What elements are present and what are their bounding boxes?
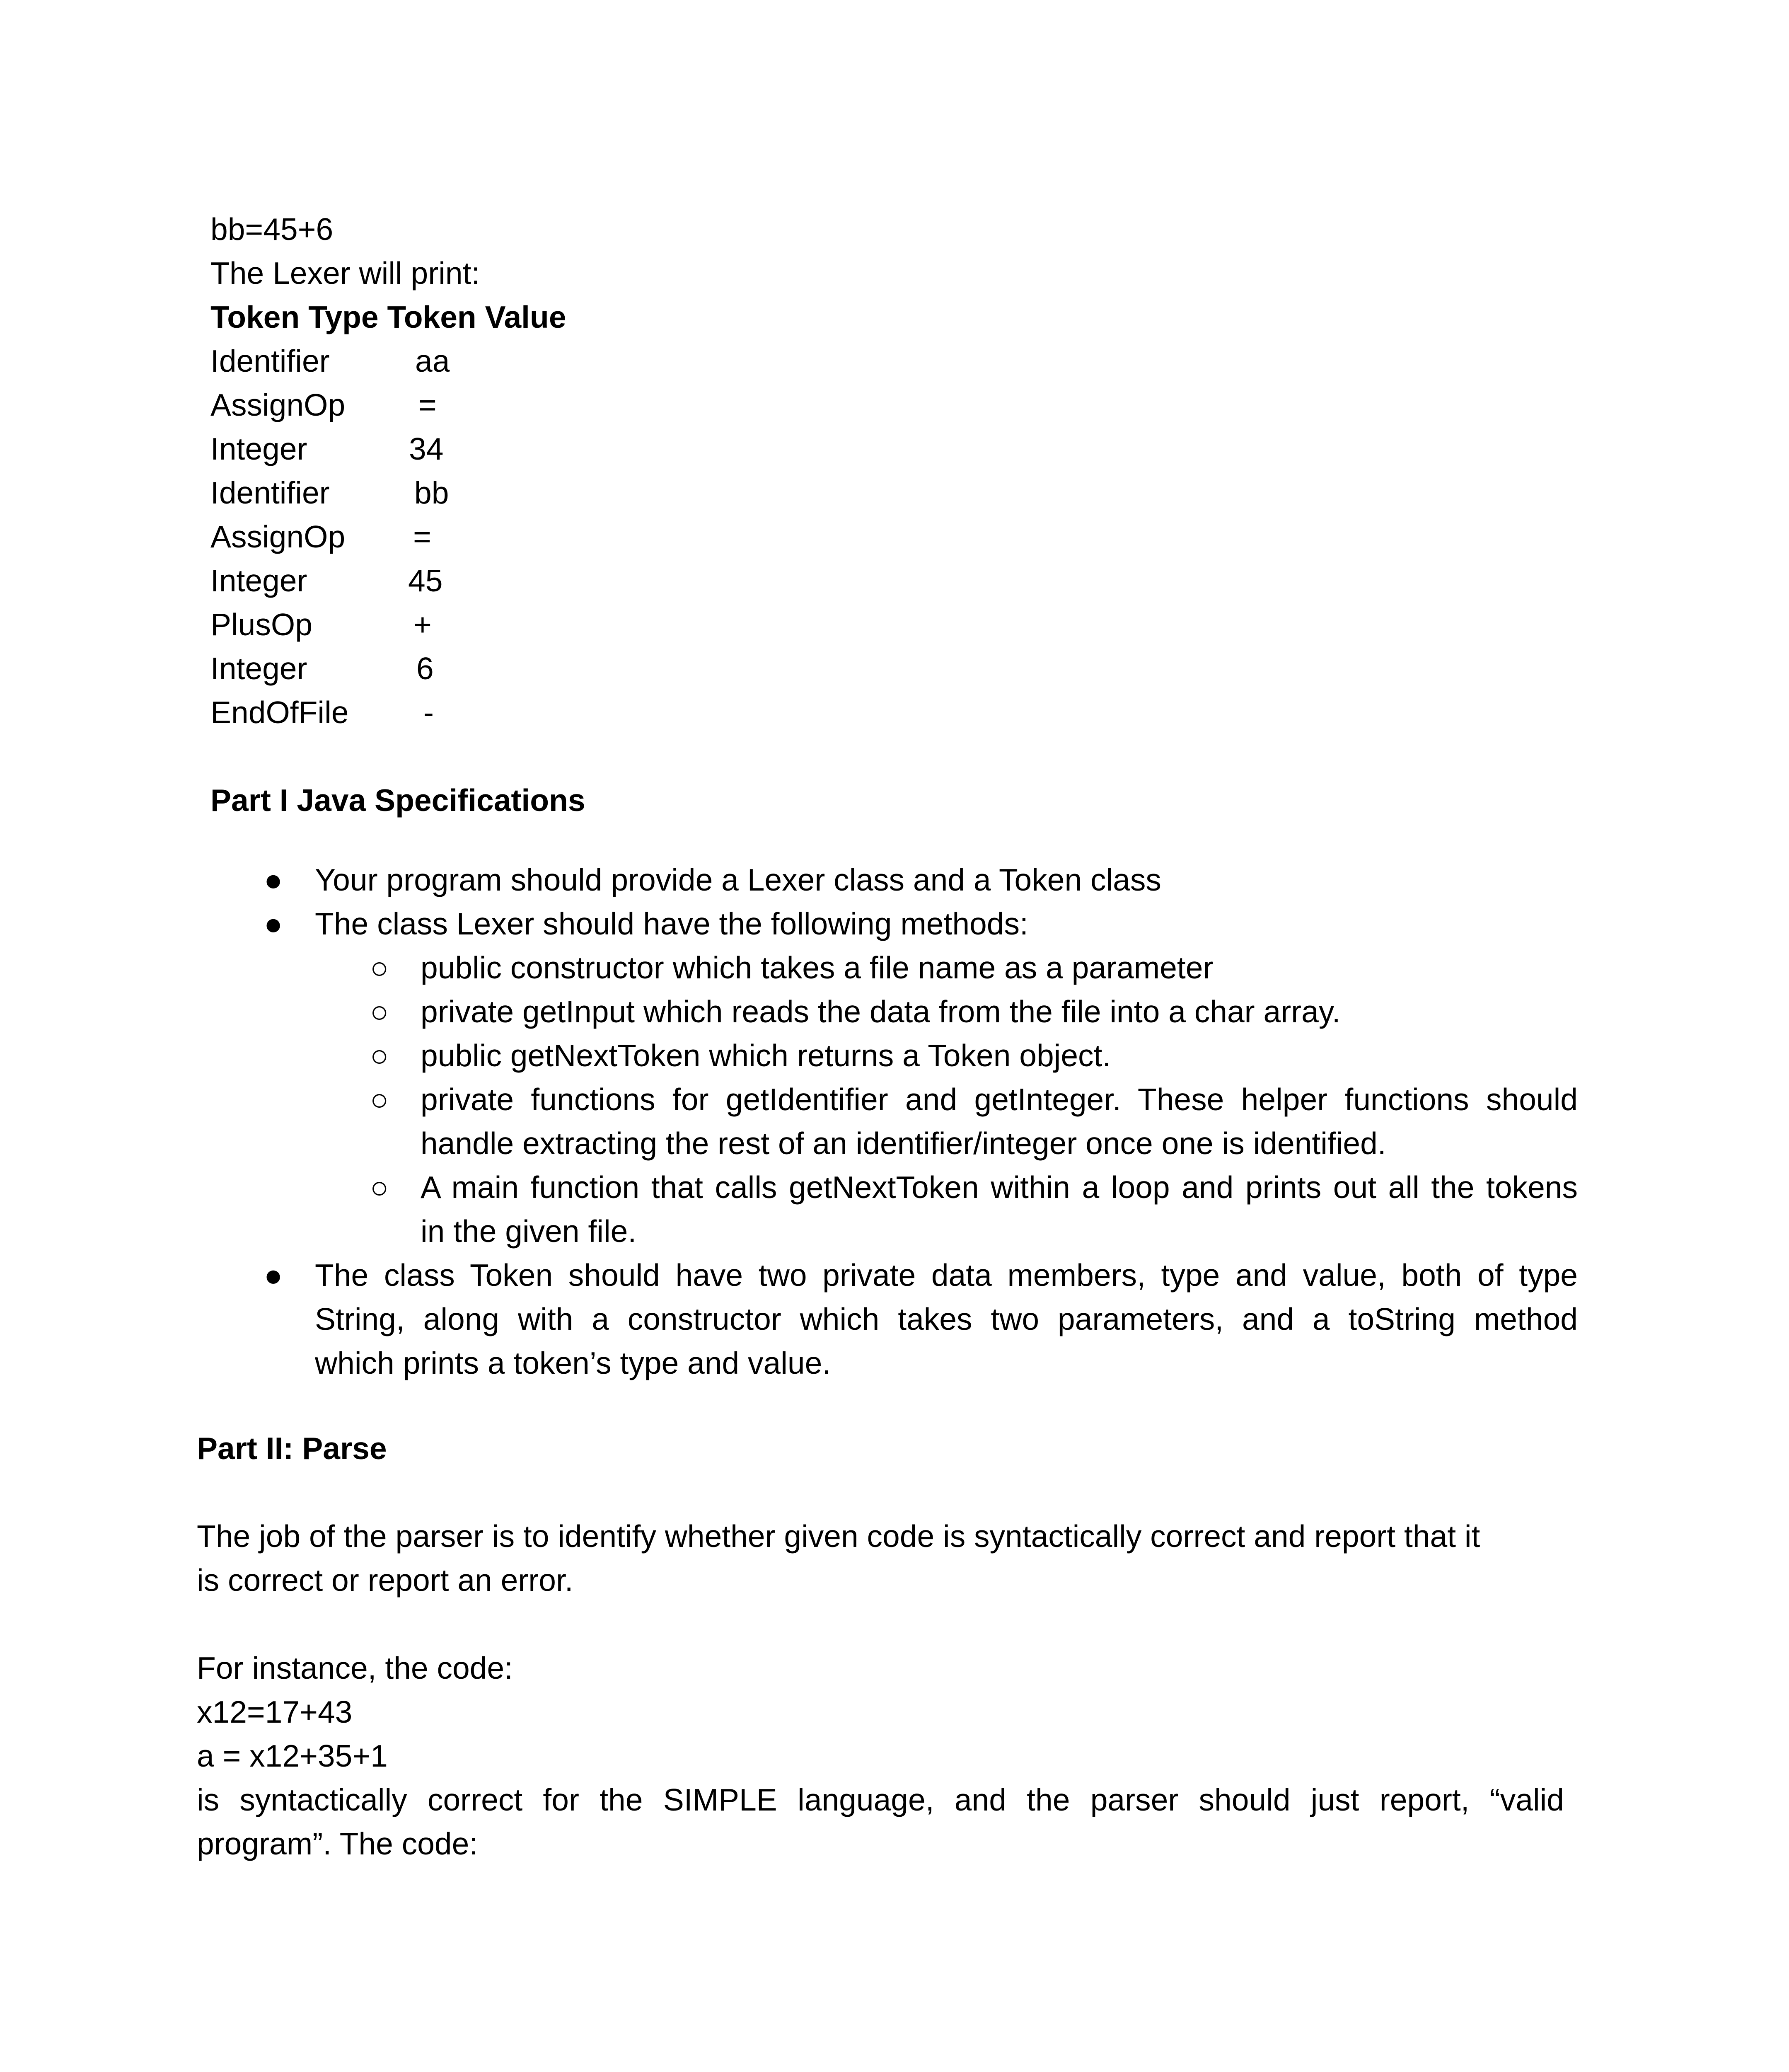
- part1-bullet-3-line3: which prints a token’s type and value.: [315, 1346, 831, 1380]
- sub-bullet-icon: ○: [370, 994, 389, 1029]
- part1-subbullet-5-line2: in the given file.: [421, 1214, 637, 1249]
- part1-subbullet-3: public getNextToken which returns a Token object.: [421, 1038, 1111, 1073]
- sub-bullet-icon: ○: [370, 950, 389, 985]
- token-value: =: [413, 519, 431, 554]
- bullet-icon: ●: [264, 906, 283, 941]
- token-type: EndOfFile: [210, 695, 349, 730]
- token-value: bb: [414, 475, 449, 510]
- part1-bullet-2: The class Lexer should have the following methods:: [315, 906, 1028, 941]
- token-value: +: [413, 607, 432, 642]
- part2-paragraph-line2: is correct or report an error.: [197, 1563, 573, 1598]
- part2-heading: Part II: Parse: [197, 1431, 387, 1466]
- part2-paragraph-line1: The job of the parser is to identify whether given code is syntactically correct and report that it: [197, 1519, 1480, 1554]
- part1-subbullet-4-line1: private functions for getIdentifier and getInteger. These helper functions should: [421, 1082, 1578, 1117]
- token-type: Identifier: [210, 344, 330, 378]
- part2-paragraph2-line2: program”. The code:: [197, 1826, 478, 1861]
- token-type: PlusOp: [210, 607, 312, 642]
- sub-bullet-icon: ○: [370, 1170, 389, 1205]
- token-value: aa: [415, 344, 450, 378]
- token-value: 45: [408, 563, 443, 598]
- token-type: Identifier: [210, 475, 330, 510]
- token-value: -: [423, 695, 434, 730]
- token-type: Integer: [210, 563, 307, 598]
- sub-bullet-icon: ○: [370, 1038, 389, 1073]
- token-table-header: Token Type Token Value: [210, 300, 566, 334]
- sub-bullet-icon: ○: [370, 1082, 389, 1117]
- token-value: =: [418, 387, 437, 422]
- part1-subbullet-5-line1: A main function that calls getNextToken within a loop and prints out all the tokens: [421, 1170, 1578, 1205]
- code-example-line1: x12=17+43: [197, 1694, 353, 1729]
- instance-text: For instance, the code:: [197, 1651, 513, 1685]
- token-value: 34: [409, 431, 444, 466]
- part1-heading: Part I Java Specifications: [210, 783, 585, 818]
- part1-subbullet-4-line2: handle extracting the rest of an identifier/integer once one is identified.: [421, 1126, 1386, 1161]
- code-example-line2: a = x12+35+1: [197, 1738, 388, 1773]
- part2-paragraph2-line1: is syntactically correct for the SIMPLE language, and the parser should just report, “valid: [197, 1782, 1564, 1817]
- token-value: 6: [416, 651, 434, 686]
- token-type: Integer: [210, 651, 307, 686]
- part1-subbullet-2: private getInput which reads the data from the file into a char array.: [421, 994, 1341, 1029]
- token-type: Integer: [210, 431, 307, 466]
- bullet-icon: ●: [264, 1258, 283, 1293]
- token-type: AssignOp: [210, 519, 346, 554]
- part1-bullet-3-line2: String, along with a constructor which takes two parameters, and a toString method: [315, 1302, 1578, 1336]
- part1-subbullet-1: public constructor which takes a file name as a parameter: [421, 950, 1214, 985]
- code-line: bb=45+6: [210, 212, 334, 247]
- bullet-icon: ●: [264, 862, 283, 897]
- part1-bullet-1: Your program should provide a Lexer class and a Token class: [315, 862, 1161, 897]
- part1-bullet-3-line1: The class Token should have two private data members, type and value, both of type: [315, 1258, 1578, 1293]
- lexer-print-text: The Lexer will print:: [210, 256, 480, 290]
- token-type: AssignOp: [210, 387, 346, 422]
